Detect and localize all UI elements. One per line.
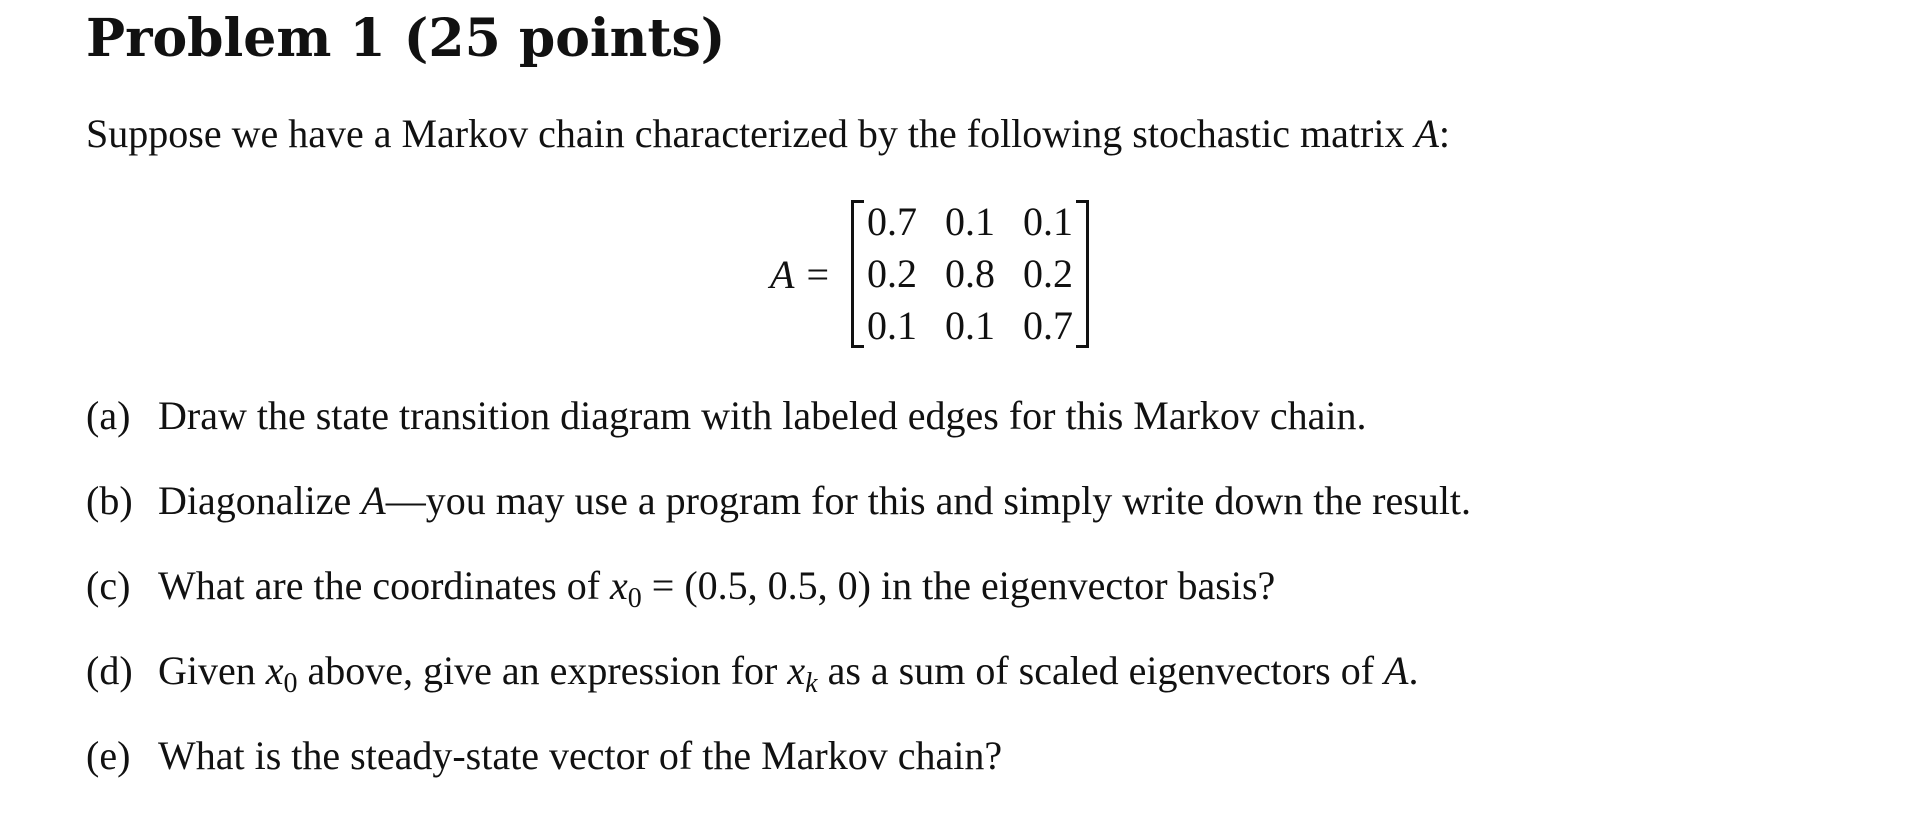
part-c <box>86 560 1275 612</box>
part-b-post: —you may use a program for this and simply write down the result. <box>385 478 1472 523</box>
part-d-pre: Given <box>158 648 266 693</box>
part-d-sub1: 0 <box>283 668 298 699</box>
part-d-text <box>158 645 1418 697</box>
part-d <box>86 645 1418 697</box>
matrix-cell: 0.1 <box>945 199 995 244</box>
matrix-row <box>863 196 1077 248</box>
matrix-cell: 0.7 <box>867 199 917 244</box>
part-d-mid2: as a sum of scaled eigenvectors of <box>817 648 1385 693</box>
intro-colon: : <box>1438 111 1450 156</box>
problem-intro <box>86 108 1450 160</box>
matrix-lhs-var: A <box>770 251 795 297</box>
matrix-row <box>863 300 1077 352</box>
part-d-var1: x <box>265 648 284 693</box>
part-c-sub: 0 <box>627 583 642 614</box>
part-b-var: A <box>361 478 386 523</box>
matrix-cell: 0.2 <box>1023 251 1073 296</box>
part-c-pre: What are the coordinates of <box>158 563 611 608</box>
matrix-equation <box>770 196 1089 352</box>
part-b <box>86 475 1471 527</box>
part-a <box>86 390 1367 442</box>
part-d-mid: above, give an expression for <box>297 648 788 693</box>
part-c-var: x <box>610 563 628 608</box>
problem-title: Problem 1 (25 points) <box>86 8 726 69</box>
part-c-text <box>158 560 1275 612</box>
matrix-cell: 0.1 <box>867 303 917 348</box>
matrix-lhs <box>770 251 829 298</box>
matrix-row <box>863 248 1077 300</box>
part-d-var2: x <box>787 648 806 693</box>
part-d-var3: A <box>1384 648 1409 693</box>
part-a-label: (a) <box>86 393 131 438</box>
stochastic-matrix <box>851 196 1089 352</box>
matrix-cell: 0.8 <box>945 251 995 296</box>
part-d-label: (d) <box>86 648 133 693</box>
part-a-text: Draw the state transition diagram with labeled edges for this Markov chain. <box>158 393 1367 438</box>
matrix-cell: 0.7 <box>1023 303 1073 348</box>
matrix-table <box>863 196 1077 352</box>
matrix-equals: = <box>806 251 829 297</box>
intro-text: Suppose we have a Markov chain characterized by the following stochastic matrix <box>86 111 1415 156</box>
part-b-label: (b) <box>86 478 133 523</box>
part-e-label: (e) <box>86 733 131 778</box>
part-b-text <box>158 475 1471 527</box>
part-e <box>86 730 1002 782</box>
part-e-text: What is the steady-state vector of the Markov chain? <box>158 733 1003 778</box>
part-c-eq: = (0.5, 0.5, 0) in the eigenvector basis? <box>641 563 1276 608</box>
intro-matrix-var: A <box>1414 111 1439 156</box>
matrix-cell: 0.2 <box>867 251 917 296</box>
matrix-cell: 0.1 <box>945 303 995 348</box>
part-c-label: (c) <box>86 563 131 608</box>
part-b-pre: Diagonalize <box>158 478 362 523</box>
part-d-sub2: k <box>805 668 818 699</box>
part-d-post: . <box>1408 648 1419 693</box>
matrix-cell: 0.1 <box>1023 199 1073 244</box>
